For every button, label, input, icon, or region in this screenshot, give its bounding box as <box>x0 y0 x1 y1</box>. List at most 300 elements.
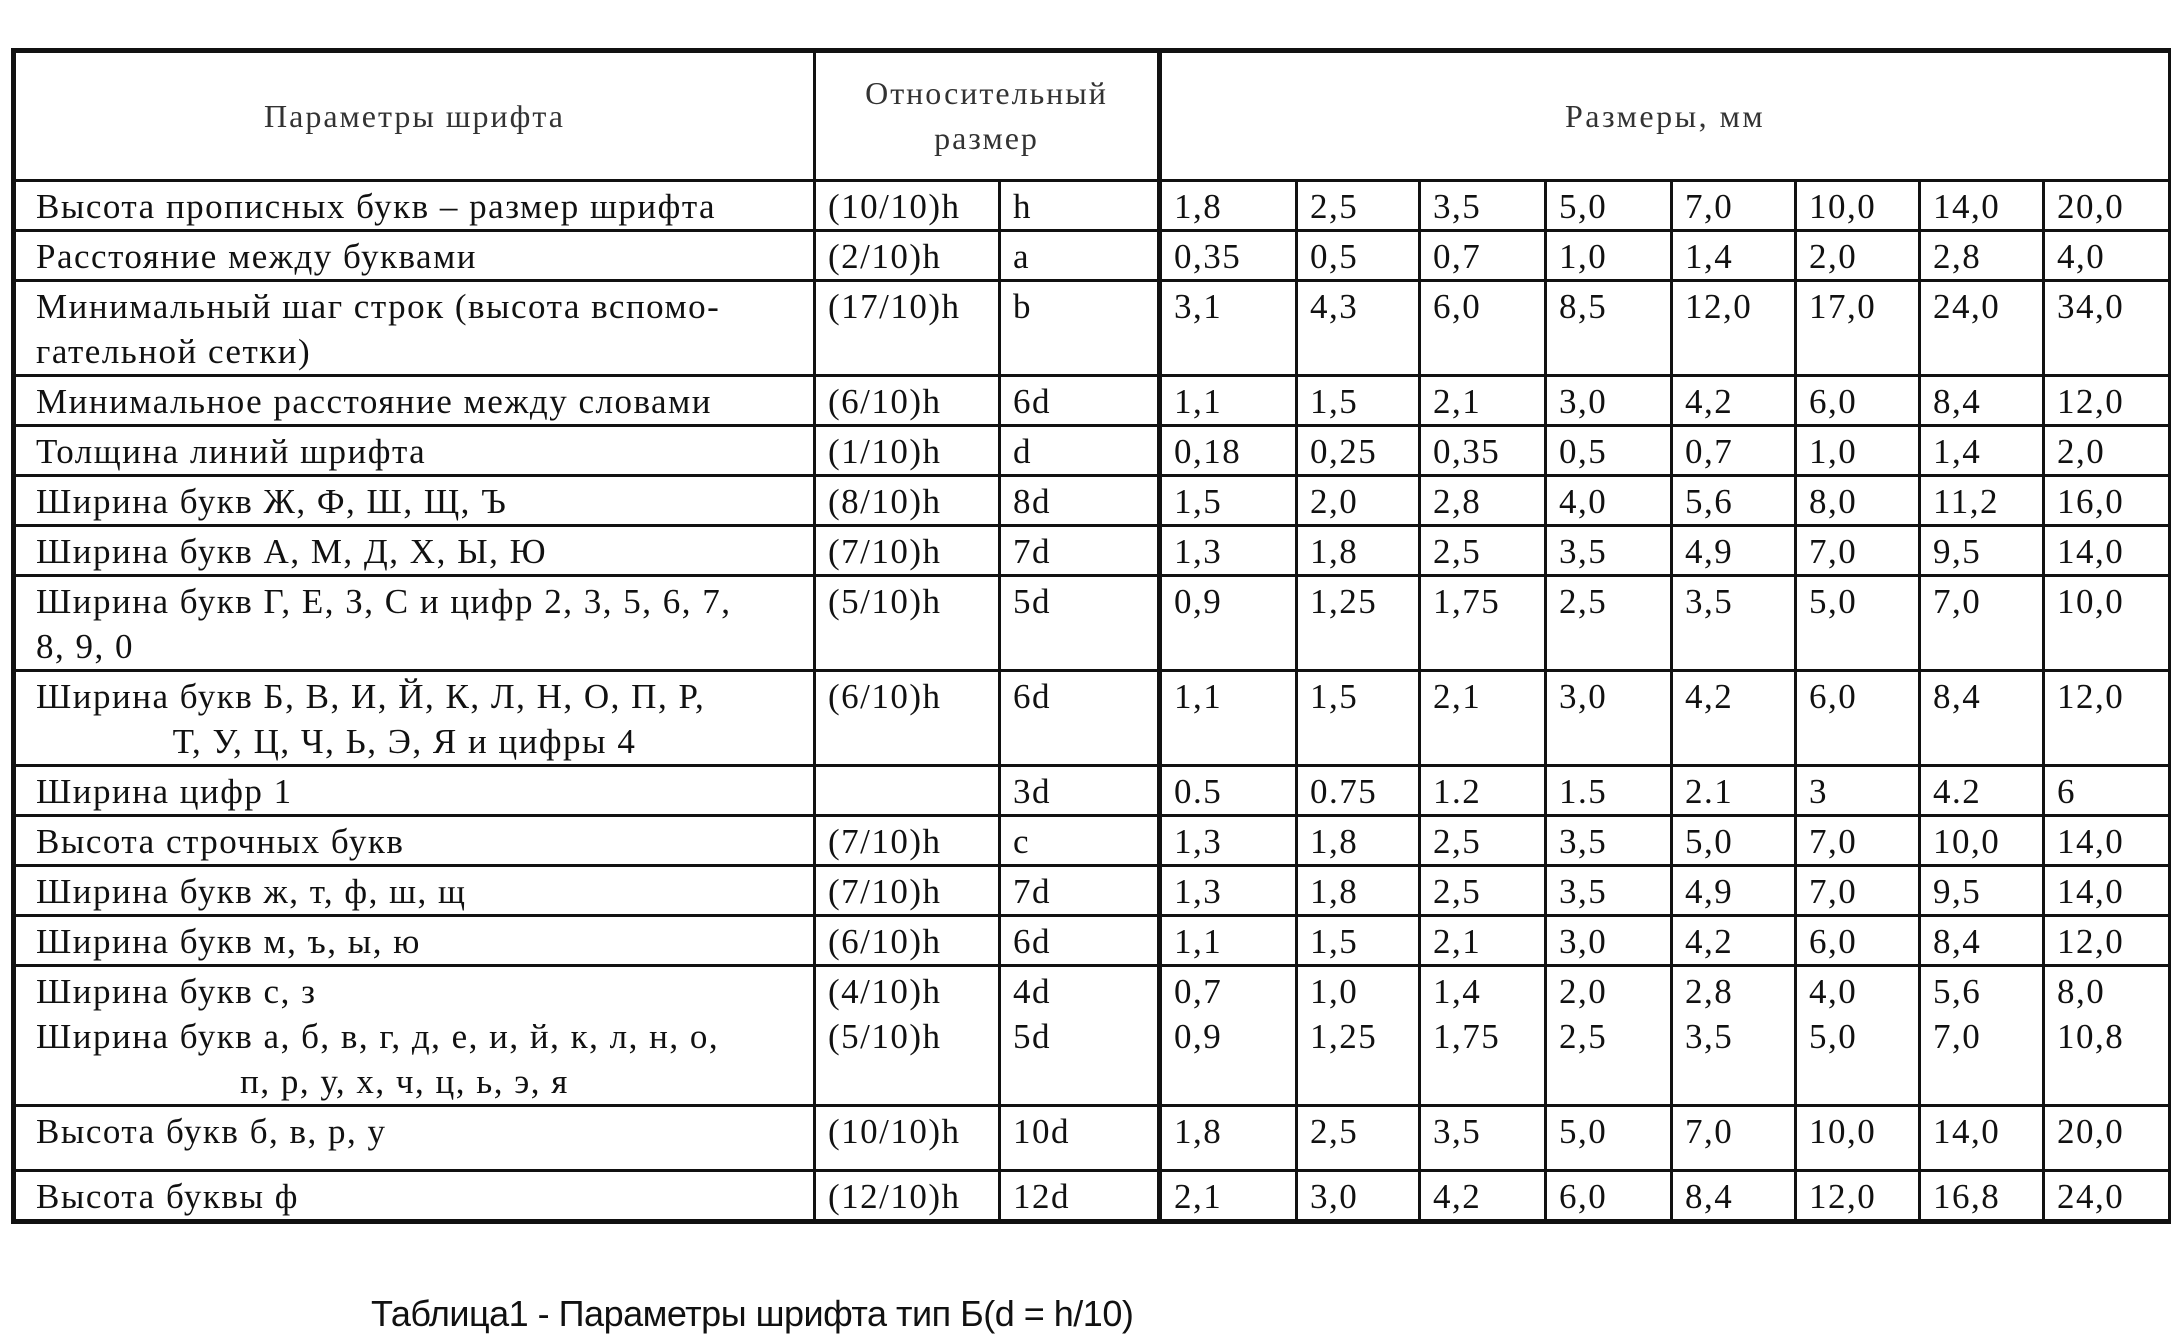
size-value-cell <box>1672 476 1796 526</box>
relative-size-cell <box>815 181 1000 231</box>
size-value-cell <box>1160 1106 1297 1171</box>
size-value-cell <box>1297 526 1420 576</box>
relative-size-cell <box>815 966 1000 1106</box>
symbol-cell <box>1000 281 1160 376</box>
size-value: 0.5 <box>1174 772 1223 811</box>
parameter-cell <box>14 1106 815 1171</box>
size-value-cell <box>1297 576 1420 671</box>
size-value-cell <box>1297 376 1420 426</box>
size-value: 14,0 <box>1933 187 2001 226</box>
size-value: 8,5 <box>1559 287 1608 326</box>
parameter-text: Ширина букв а, б, в, г, д, е, и, й, к, л, н, о, <box>36 1017 720 1056</box>
table-row <box>14 671 2171 766</box>
symbol-text: 6d <box>1013 677 1051 716</box>
size-value: 12,0 <box>2057 677 2125 716</box>
size-value: 1,1 <box>1174 922 1223 961</box>
size-value-cell <box>1420 576 1546 671</box>
parameter-cell <box>14 526 815 576</box>
size-value: 1,3 <box>1174 822 1223 861</box>
size-value-cell <box>1796 426 1920 476</box>
size-value-cell <box>1672 231 1796 281</box>
size-value-cell <box>1546 1106 1672 1171</box>
size-value-cell <box>2044 476 2171 526</box>
size-value: 6,0 <box>1809 922 1858 961</box>
symbol-cell <box>1000 376 1160 426</box>
size-value-cell <box>1160 671 1297 766</box>
symbol-text: 10d <box>1013 1112 1070 1151</box>
parameter-text: гательной сетки) <box>36 332 312 371</box>
size-value: 9,5 <box>1933 872 1982 911</box>
size-value: 12,0 <box>1809 1177 1877 1216</box>
size-value-cell <box>1297 966 1420 1106</box>
relative-size-cell <box>815 816 1000 866</box>
size-value: 4,2 <box>1685 677 1734 716</box>
size-value-cell <box>1920 1171 2044 1222</box>
parameter-cell <box>14 181 815 231</box>
header-parameters: Параметры шрифта <box>14 51 815 181</box>
size-value-cell <box>2044 671 2171 766</box>
symbol-cell <box>1000 526 1160 576</box>
size-value-cell <box>1297 766 1420 816</box>
size-value-cell <box>2044 231 2171 281</box>
parameter-cell <box>14 231 815 281</box>
symbol-cell <box>1000 576 1160 671</box>
size-value: 2,1 <box>1433 677 1482 716</box>
size-value-cell <box>2044 376 2171 426</box>
size-value: 1,5 <box>1310 922 1359 961</box>
relative-size-text: (10/10)h <box>828 1112 961 1151</box>
parameter-text: 8, 9, 0 <box>36 627 134 666</box>
size-value-cell <box>2044 916 2171 966</box>
table-row <box>14 1106 2171 1171</box>
size-value-cell <box>1672 766 1796 816</box>
symbol-text: c <box>1013 822 1031 861</box>
relative-size-text: (7/10)h <box>828 822 942 861</box>
size-value: 8,4 <box>1933 922 1982 961</box>
table-row <box>14 576 2171 671</box>
table-row <box>14 766 2171 816</box>
size-value: 10,0 <box>1809 1112 1877 1151</box>
size-value-cell <box>1297 1171 1420 1222</box>
size-value: 9,5 <box>1933 532 1982 571</box>
size-value: 1,5 <box>1174 482 1223 521</box>
size-value: 1,75 <box>1433 582 1501 621</box>
size-value: 1,1 <box>1174 382 1223 421</box>
size-value-cell <box>1796 576 1920 671</box>
size-value-cell <box>1920 476 2044 526</box>
size-value-cell <box>1920 281 2044 376</box>
parameter-text: Ширина букв Ж, Ф, Ш, Щ, Ъ <box>36 482 508 521</box>
size-value-cell <box>1297 426 1420 476</box>
size-value-cell <box>2044 426 2171 476</box>
size-value: 2,0 <box>2057 432 2106 471</box>
size-value-cell <box>1796 916 1920 966</box>
size-value-cell <box>1420 766 1546 816</box>
size-value-cell <box>1160 966 1297 1106</box>
size-value: 10,0 <box>1809 187 1877 226</box>
size-value-cell <box>2044 181 2171 231</box>
relative-size-text: (7/10)h <box>828 532 942 571</box>
parameter-cell <box>14 376 815 426</box>
size-value-cell <box>1297 476 1420 526</box>
parameter-cell <box>14 476 815 526</box>
size-value-cell <box>1297 671 1420 766</box>
size-value: 1,1 <box>1174 677 1223 716</box>
size-value-cell <box>1672 1171 1796 1222</box>
size-value: 1,0 <box>1559 237 1608 276</box>
size-value: 2,0 <box>1559 972 1608 1011</box>
parameter-cell <box>14 671 815 766</box>
relative-size-text: (6/10)h <box>828 922 942 961</box>
relative-size-text: (6/10)h <box>828 382 942 421</box>
parameter-text: п, р, у, х, ч, ц, ь, э, я <box>240 1062 569 1101</box>
size-value-cell <box>1546 816 1672 866</box>
size-value-cell <box>1672 966 1796 1106</box>
size-value-cell <box>1297 816 1420 866</box>
parameter-text: Толщина линий шрифта <box>36 432 427 471</box>
size-value-cell <box>1546 426 1672 476</box>
size-value: 1,8 <box>1310 532 1359 571</box>
table-row <box>14 281 2171 376</box>
size-value: 0,18 <box>1174 432 1242 471</box>
size-value-cell <box>1160 281 1297 376</box>
size-value-cell <box>1420 916 1546 966</box>
size-value-cell <box>1546 181 1672 231</box>
parameter-text: Минимальный шаг строк (высота вспомо- <box>36 287 721 326</box>
size-value: 2,8 <box>1933 237 1982 276</box>
size-value: 0,9 <box>1174 582 1223 621</box>
size-value-cell <box>1160 576 1297 671</box>
size-value: 8,0 <box>2057 972 2106 1011</box>
size-value-cell <box>1160 231 1297 281</box>
size-value-cell <box>1160 376 1297 426</box>
size-value: 2,5 <box>1433 822 1482 861</box>
relative-size-cell <box>815 231 1000 281</box>
relative-size-text: (7/10)h <box>828 872 942 911</box>
symbol-cell <box>1000 1171 1160 1222</box>
size-value-cell <box>1920 916 2044 966</box>
size-value-cell <box>2044 281 2171 376</box>
size-value-cell <box>1420 231 1546 281</box>
size-value: 8,4 <box>1933 382 1982 421</box>
size-value-cell <box>1160 766 1297 816</box>
size-value-cell <box>1546 376 1672 426</box>
size-value: 24,0 <box>1933 287 2001 326</box>
size-value: 1,3 <box>1174 872 1223 911</box>
size-value: 3 <box>1809 772 1828 811</box>
size-value: 2,5 <box>1433 872 1482 911</box>
size-value: 7,0 <box>1933 1017 1982 1056</box>
size-value-cell <box>1420 376 1546 426</box>
symbol-cell <box>1000 476 1160 526</box>
symbol-text: 5d <box>1013 582 1051 621</box>
size-value: 0.75 <box>1310 772 1378 811</box>
relative-size-cell <box>815 576 1000 671</box>
table-row <box>14 526 2171 576</box>
table-row <box>14 866 2171 916</box>
size-value: 3,1 <box>1174 287 1223 326</box>
size-value-cell <box>1546 966 1672 1106</box>
size-value: 1,4 <box>1933 432 1982 471</box>
parameter-text: Ширина букв м, ъ, ы, ю <box>36 922 421 961</box>
size-value: 1,4 <box>1685 237 1734 276</box>
size-value: 5,0 <box>1685 822 1734 861</box>
size-value-cell <box>1920 526 2044 576</box>
size-value-cell <box>1672 816 1796 866</box>
size-value: 8,4 <box>1685 1177 1734 1216</box>
size-value: 3,5 <box>1433 187 1482 226</box>
size-value: 1,8 <box>1310 822 1359 861</box>
size-value: 2,1 <box>1433 382 1482 421</box>
size-value: 11,2 <box>1933 482 1999 521</box>
symbol-text: d <box>1013 432 1032 471</box>
size-value-cell <box>1920 671 2044 766</box>
size-value-cell <box>2044 816 2171 866</box>
size-value: 3,5 <box>1559 872 1608 911</box>
size-value: 4,0 <box>1809 972 1858 1011</box>
size-value-cell <box>1546 866 1672 916</box>
size-value: 34,0 <box>2057 287 2125 326</box>
parameter-cell <box>14 766 815 816</box>
size-value-cell <box>1672 866 1796 916</box>
symbol-cell <box>1000 231 1160 281</box>
size-value-cell <box>1920 576 2044 671</box>
size-value: 6,0 <box>1433 287 1482 326</box>
table-row <box>14 181 2171 231</box>
size-value-cell <box>1546 526 1672 576</box>
size-value-cell <box>1796 966 1920 1106</box>
header-relative-size-line2: размер <box>934 120 1039 156</box>
font-parameters-table <box>11 48 2171 1224</box>
size-value: 1,25 <box>1310 1017 1378 1056</box>
size-value-cell <box>1672 526 1796 576</box>
size-value: 7,0 <box>1933 582 1982 621</box>
symbol-cell <box>1000 426 1160 476</box>
symbol-text: 7d <box>1013 532 1051 571</box>
size-value: 6,0 <box>1809 382 1858 421</box>
size-value-cell <box>1920 966 2044 1106</box>
size-value: 0,35 <box>1433 432 1501 471</box>
size-value: 2,5 <box>1310 1112 1359 1151</box>
parameter-text: Высота прописных букв – размер шрифта <box>36 187 717 226</box>
header-sizes: Размеры, мм <box>1160 51 2171 181</box>
size-value-cell <box>1546 231 1672 281</box>
symbol-cell <box>1000 916 1160 966</box>
relative-size-cell <box>815 1171 1000 1222</box>
size-value: 10,8 <box>2057 1017 2125 1056</box>
size-value: 3,5 <box>1685 1017 1734 1056</box>
parameter-text: Высота строчных букв <box>36 822 405 861</box>
size-value-cell <box>1796 671 1920 766</box>
table-row <box>14 966 2171 1106</box>
size-value-cell <box>1420 671 1546 766</box>
parameter-cell <box>14 426 815 476</box>
relative-size-cell <box>815 426 1000 476</box>
relative-size-cell <box>815 376 1000 426</box>
size-value: 2,1 <box>1174 1177 1223 1216</box>
size-value-cell <box>1546 1171 1672 1222</box>
size-value-cell <box>2044 526 2171 576</box>
size-value: 4,0 <box>2057 237 2106 276</box>
size-value: 7,0 <box>1685 187 1734 226</box>
size-value: 1,4 <box>1433 972 1482 1011</box>
size-value-cell <box>1796 281 1920 376</box>
size-value: 1,0 <box>1310 972 1359 1011</box>
symbol-text: 12d <box>1013 1177 1070 1216</box>
size-value-cell <box>1420 966 1546 1106</box>
size-value: 20,0 <box>2057 1112 2125 1151</box>
size-value: 1,8 <box>1174 187 1223 226</box>
symbol-cell <box>1000 966 1160 1106</box>
size-value: 0,9 <box>1174 1017 1223 1056</box>
size-value: 3,5 <box>1433 1112 1482 1151</box>
size-value-cell <box>1160 181 1297 231</box>
size-value: 5,0 <box>1809 582 1858 621</box>
size-value: 0,7 <box>1433 237 1482 276</box>
size-value: 3,5 <box>1559 822 1608 861</box>
header-row <box>14 51 2171 181</box>
size-value-cell <box>1920 816 2044 866</box>
size-value-cell <box>1546 671 1672 766</box>
size-value-cell <box>1796 476 1920 526</box>
size-value: 14,0 <box>2057 532 2125 571</box>
header-relative-size <box>815 51 1160 181</box>
size-value: 2,8 <box>1433 482 1482 521</box>
size-value: 4,2 <box>1685 922 1734 961</box>
size-value: 5,0 <box>1559 1112 1608 1151</box>
size-value-cell <box>2044 1106 2171 1171</box>
size-value: 1,75 <box>1433 1017 1501 1056</box>
size-value: 1,5 <box>1310 382 1359 421</box>
size-value: 4,2 <box>1685 382 1734 421</box>
size-value: 7,0 <box>1685 1112 1734 1151</box>
size-value: 4,9 <box>1685 872 1734 911</box>
table-row <box>14 476 2171 526</box>
size-value-cell <box>1297 231 1420 281</box>
size-value: 2,0 <box>1310 482 1359 521</box>
size-value: 2,5 <box>1559 1017 1608 1056</box>
symbol-cell <box>1000 671 1160 766</box>
size-value: 3,5 <box>1559 532 1608 571</box>
relative-size-cell <box>815 526 1000 576</box>
size-value: 1,5 <box>1310 677 1359 716</box>
size-value-cell <box>1297 181 1420 231</box>
relative-size-text: (1/10)h <box>828 432 942 471</box>
size-value: 3,0 <box>1310 1177 1359 1216</box>
size-value: 3,5 <box>1685 582 1734 621</box>
parameter-text: Расстояние между буквами <box>36 237 477 276</box>
parameter-text: Ширина цифр 1 <box>36 772 293 811</box>
relative-size-cell <box>815 281 1000 376</box>
size-value-cell <box>1420 1106 1546 1171</box>
size-value: 0,35 <box>1174 237 1242 276</box>
relative-size-text: (5/10)h <box>828 1017 942 1056</box>
symbol-text: 5d <box>1013 1017 1051 1056</box>
parameter-text: Ширина букв Г, Е, З, С и цифр 2, 3, 5, 6, 7, <box>36 582 732 621</box>
size-value: 6,0 <box>1559 1177 1608 1216</box>
size-value: 12,0 <box>1685 287 1753 326</box>
size-value: 3,0 <box>1559 922 1608 961</box>
size-value: 4,3 <box>1310 287 1359 326</box>
size-value: 6,0 <box>1809 677 1858 716</box>
size-value-cell <box>1420 1171 1546 1222</box>
table-row <box>14 376 2171 426</box>
size-value: 4,0 <box>1559 482 1608 521</box>
relative-size-cell <box>815 476 1000 526</box>
size-value-cell <box>1672 671 1796 766</box>
size-value-cell <box>1796 866 1920 916</box>
relative-size-text: (8/10)h <box>828 482 942 521</box>
table-row <box>14 426 2171 476</box>
symbol-text: a <box>1013 237 1031 276</box>
size-value: 7,0 <box>1809 872 1858 911</box>
size-value: 5,6 <box>1933 972 1982 1011</box>
symbol-text: h <box>1013 187 1032 226</box>
parameter-text: Ширина букв А, М, Д, Х, Ы, Ю <box>36 532 548 571</box>
size-value-cell <box>1546 916 1672 966</box>
size-value-cell <box>1420 181 1546 231</box>
size-value-cell <box>1920 231 2044 281</box>
size-value-cell <box>1297 866 1420 916</box>
size-value-cell <box>1160 866 1297 916</box>
size-value: 2,5 <box>1433 532 1482 571</box>
table-row <box>14 816 2171 866</box>
size-value-cell <box>1796 526 1920 576</box>
size-value: 1,8 <box>1174 1112 1223 1151</box>
symbol-cell <box>1000 816 1160 866</box>
symbol-text: b <box>1013 287 1032 326</box>
relative-size-cell <box>815 1106 1000 1171</box>
size-value-cell <box>1796 376 1920 426</box>
size-value: 12,0 <box>2057 922 2125 961</box>
symbol-text: 6d <box>1013 922 1051 961</box>
table-row <box>14 231 2171 281</box>
size-value-cell <box>2044 766 2171 816</box>
table-caption: Таблица1 - Параметры шрифта тип Б(d = h/10) <box>371 1293 1134 1334</box>
size-value-cell <box>1546 476 1672 526</box>
size-value: 4,2 <box>1433 1177 1482 1216</box>
parameter-cell <box>14 916 815 966</box>
size-value-cell <box>1160 816 1297 866</box>
size-value-cell <box>1796 1171 1920 1222</box>
size-value-cell <box>1920 766 2044 816</box>
size-value-cell <box>1546 281 1672 376</box>
symbol-cell <box>1000 766 1160 816</box>
size-value-cell <box>1920 866 2044 916</box>
size-value: 7,0 <box>1809 822 1858 861</box>
size-value: 14,0 <box>1933 1112 2001 1151</box>
parameter-text: Ширина букв с, з <box>36 972 317 1011</box>
size-value: 4,9 <box>1685 532 1734 571</box>
size-value: 0,7 <box>1174 972 1223 1011</box>
size-value: 1.5 <box>1559 772 1608 811</box>
size-value-cell <box>1672 1106 1796 1171</box>
size-value-cell <box>1920 1106 2044 1171</box>
size-value-cell <box>1672 281 1796 376</box>
symbol-cell <box>1000 181 1160 231</box>
size-value-cell <box>1672 916 1796 966</box>
relative-size-text: (17/10)h <box>828 287 961 326</box>
parameter-cell <box>14 966 815 1106</box>
size-value-cell <box>1672 426 1796 476</box>
font-parameters-document <box>11 48 2163 1334</box>
parameter-cell <box>14 816 815 866</box>
size-value-cell <box>1796 1106 1920 1171</box>
size-value-cell <box>1160 526 1297 576</box>
size-value-cell <box>2044 866 2171 916</box>
size-value: 17,0 <box>1809 287 1877 326</box>
size-value: 14,0 <box>2057 872 2125 911</box>
